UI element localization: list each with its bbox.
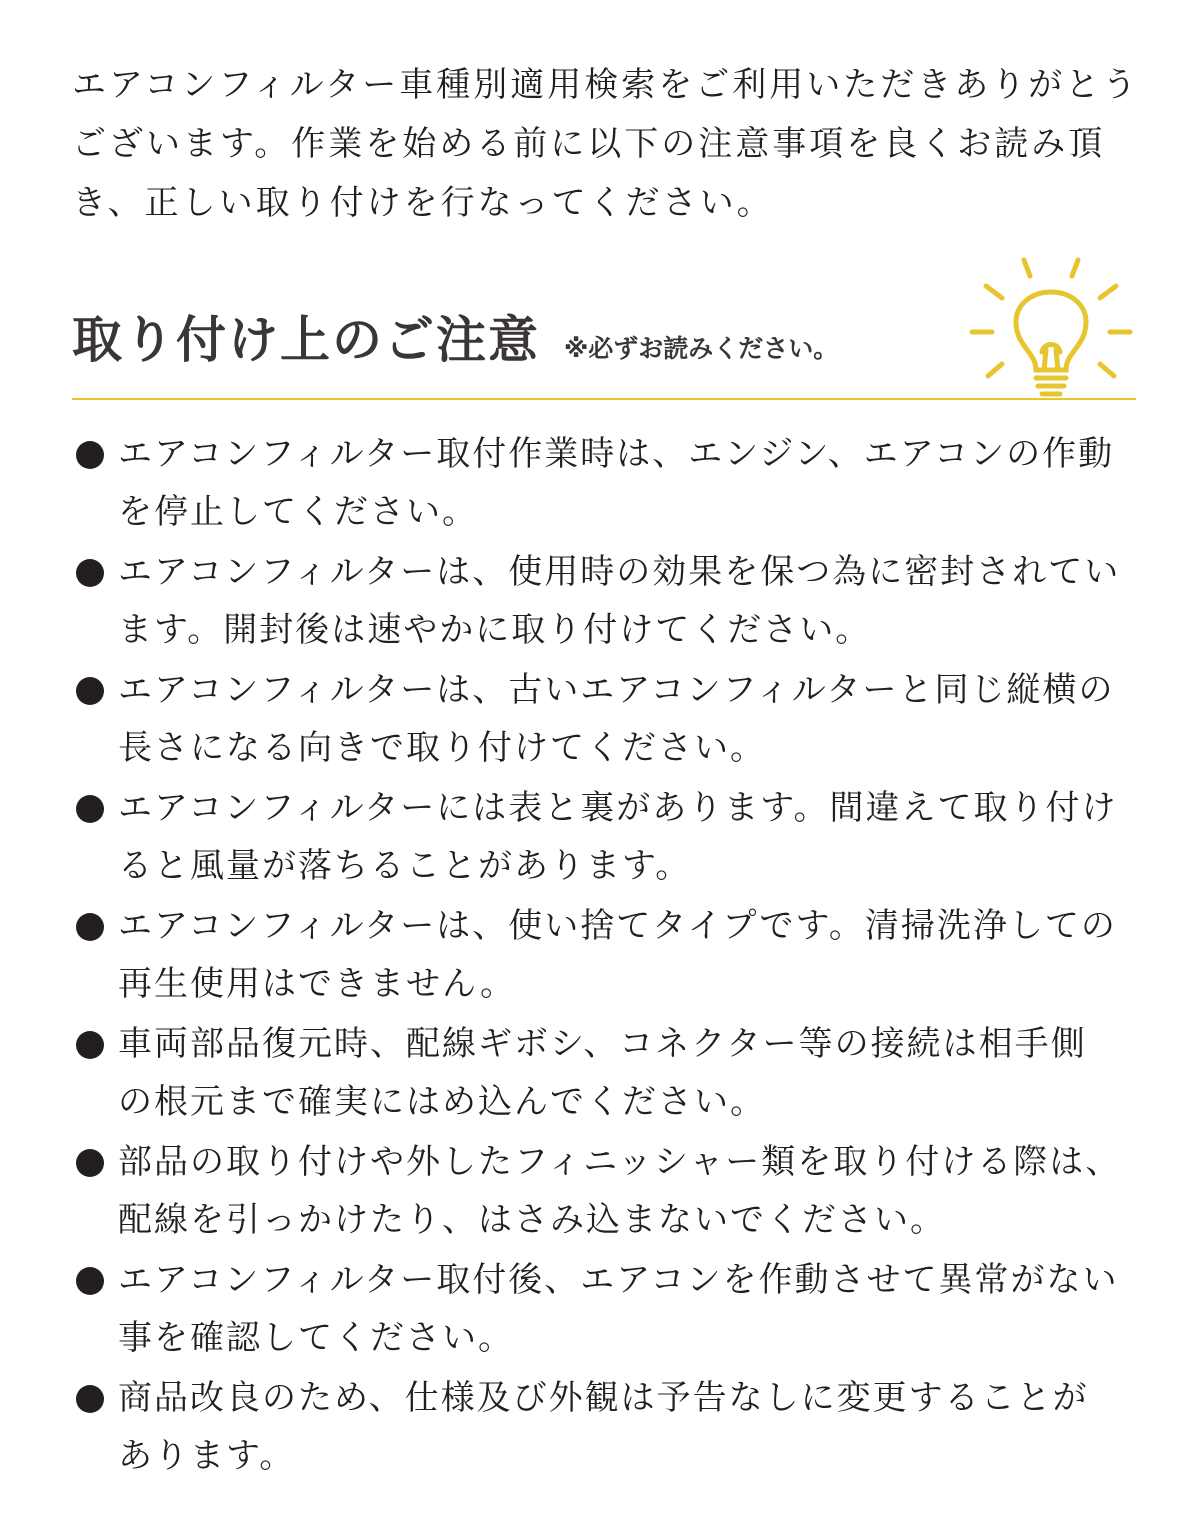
list-item-line: エアコンフィルター取付作業時は、エンジン、エアコンの作動 [118, 434, 1115, 474]
light-bulb-icon [966, 252, 1136, 404]
list-item [72, 1015, 1136, 1131]
caution-note: ※必ずお読みください。 [564, 334, 839, 363]
list-item-line: 車両部品復元時、配線ギボシ、コネクター等の接続は相手側 [118, 1024, 1087, 1064]
list-item-line: 長さになる向きで取り付けてください。 [118, 728, 766, 768]
list-item-line: エアコンフィルター取付後、エアコンを作動させて異常がない [118, 1260, 1119, 1300]
list-item-line: ると風量が落ちることがあります。 [118, 846, 692, 886]
bullet-icon [76, 441, 104, 469]
heading-underline [72, 398, 1136, 400]
caution-list [72, 425, 1136, 1487]
caution-title: 取り付け上のご注意 [72, 311, 540, 369]
intro-line: ございます。作業を始める前に以下の注意事項を良くお読み頂 [72, 124, 1106, 164]
bullet-icon [76, 1385, 104, 1413]
list-item-line: の根元まで確実にはめ込んでください。 [118, 1082, 766, 1122]
list-item [72, 897, 1136, 1013]
bullet-icon [76, 795, 104, 823]
intro-paragraph [72, 56, 1140, 233]
bullet-icon [76, 559, 104, 587]
list-item-line: 事を確認してください。 [118, 1318, 514, 1358]
list-item-line: エアコンフィルターには表と裏があります。間違えて取り付け [118, 788, 1118, 828]
list-item-line: エアコンフィルターは、古いエアコンフィルターと同じ縦横の [118, 670, 1115, 710]
list-item [72, 1251, 1136, 1367]
list-item-line: 再生使用はできません。 [118, 964, 517, 1004]
list-item [72, 779, 1136, 895]
list-item-line: ます。開封後は速やかに取り付けてください。 [118, 610, 872, 650]
list-item-line: 商品改良のため、仕様及び外観は予告なしに変更することが [118, 1378, 1089, 1418]
list-item [72, 425, 1136, 541]
list-item-line: エアコンフィルターは、使い捨てタイプです。清掃洗浄しての [118, 906, 1117, 946]
list-item [72, 1369, 1136, 1485]
intro-line: エアコンフィルター車種別適用検索をご利用いただきありがとう [72, 65, 1140, 105]
list-item-line: あります。 [118, 1436, 296, 1476]
bullet-icon [76, 1031, 104, 1059]
bullet-icon [76, 677, 104, 705]
list-item [72, 543, 1136, 659]
list-item-line: 部品の取り付けや外したフィニッシャー類を取り付ける際は、 [118, 1142, 1122, 1182]
bullet-icon [76, 1149, 104, 1177]
list-item-line: 配線を引っかけたり、はさみ込まないでください。 [118, 1200, 946, 1240]
list-item [72, 1133, 1136, 1249]
bullet-icon [76, 1267, 104, 1295]
list-item [72, 661, 1136, 777]
caution-heading [72, 300, 838, 380]
list-item-line: エアコンフィルターは、使用時の効果を保つ為に密封されてい [118, 552, 1121, 592]
list-item-line: を停止してください。 [118, 492, 478, 532]
bullet-icon [76, 913, 104, 941]
intro-line: き、正しい取り付けを行なってください。 [72, 183, 774, 223]
